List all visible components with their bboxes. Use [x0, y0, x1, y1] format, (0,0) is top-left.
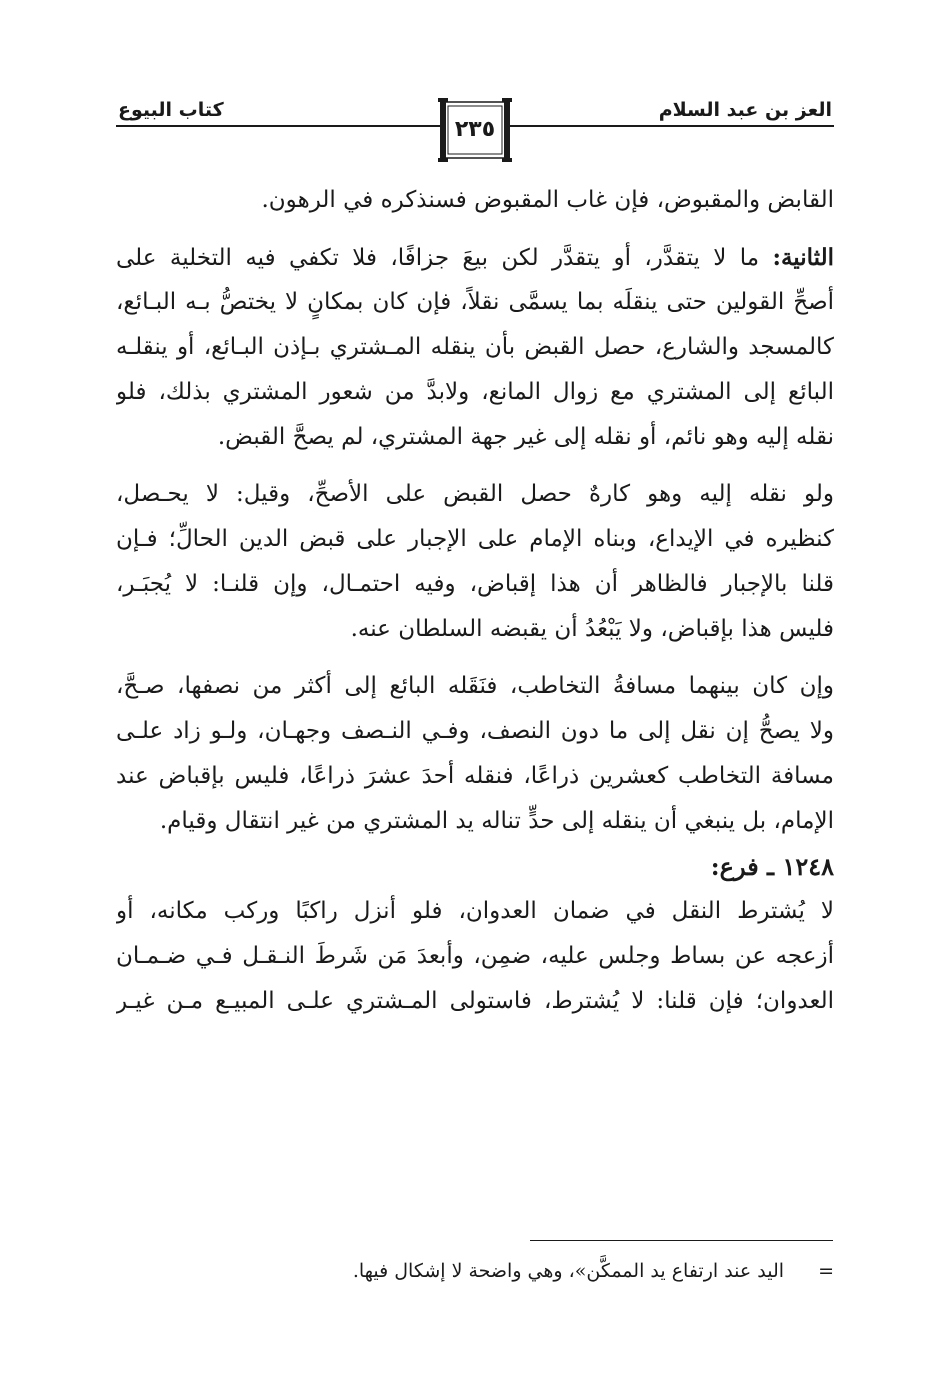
text-line: فليس هذا بإقباض، ولا يَبْعُدُ أن يقبضه السلطان عنه.: [350, 616, 834, 642]
footnote-continuation-marker: =: [818, 1260, 834, 1282]
text-line: وإن كان بينهما مسافةُ التخاطب، فنَقَله البائع إلى أكثر من نصفها، صـحَّ،: [116, 673, 834, 699]
page-number: ٢٣٥: [454, 117, 496, 142]
text-line: البائع إلى المشتري مع زوال المانع، ولابدَّ من شعور المشتري بذلك، فلو: [116, 379, 834, 405]
section-heading: ١٢٤٨ ـ فرع:: [710, 852, 834, 881]
text-line: ولا يصحُّ إن نقل إلى ما دون النصف، وفـي النـصف وجهـان، ولـو زاد علـى: [116, 718, 834, 744]
footnote: [250, 1258, 834, 1284]
text-line: القابض والمقبوض، فإن غاب المقبوض فسنذكره في الرهون.: [261, 187, 834, 213]
text-line: أزعجه عن بساط وجلس عليه، ضمِن، وأبعدَ مَن شَرطَ النـقـل فـي ضـمـان: [116, 943, 834, 969]
text-line: كالمسجد والشارع، حصل القبض بأن ينقله المـشتري بـإذن البـائع، أو ينقلـه: [116, 334, 834, 360]
text-line: قلنا بالإجبار فالظاهر أن هذا إقباض، وفيه احتمـال، وإن قلنـا: لا يُجبَـر،: [116, 571, 834, 597]
text-line: لا يُشترط النقل في ضمان العدوان، فلو أنزل راكبًا وركب مكانه، أو: [116, 898, 834, 924]
text-line: نقله إليه وهو نائم، أو نقله إلى غير جهة المشتري، لم يصحَّ القبض.: [217, 424, 834, 450]
running-header-book-title: كتاب البيوع: [118, 99, 224, 121]
text-line: ولو نقله إليه وهو كارهٌ حصل القبض على الأصحِّ، وقيل: لا يحـصل،: [116, 481, 834, 507]
header-rule-right: [508, 125, 834, 127]
text-line: الثانية: ما لا يتقدَّر، أو يتقدَّر لكن بيعَ جزافًا، فلا تكفي فيه التخلية على: [116, 244, 834, 271]
text-line: الإمام، بل ينبغي أن ينقله إلى حدٍّ تناله يد المشتري من غير انتقال وقيام.: [159, 808, 834, 834]
running-header-author: العز بن عبد السلام: [658, 99, 832, 121]
page-number-frame: [438, 98, 512, 162]
header-rule-left: [116, 125, 442, 127]
main-text: [116, 178, 834, 1024]
text-line: أصحِّ القولين حتى ينقلَه بما يسمَّى نقلاً، فإن كان بمكانٍ لا يختصُّ بـه البـائع،: [116, 289, 834, 315]
lead-word: الثانية:: [772, 244, 834, 271]
text-line: كنظيره في الإيداع، وبناه الإمام على الإجبار على قبض الدين الحالِّ؛ فـإن: [116, 526, 834, 552]
text-line: العدوان؛ فإن قلنا: لا يُشترط، فاستولى المـشتري علـى المبيـع مـن غيـر: [116, 988, 834, 1014]
footnote-text: اليد عند ارتفاع يد الممكَّن»، وهي واضحة لا إشكال فيها.: [352, 1260, 785, 1282]
text-line: مسافة التخاطب كعشرين ذراعًا، فنقله أحدَ عشرَ ذراعًا، فليس بإقباض عند: [116, 763, 834, 789]
footnote-rule: [530, 1240, 833, 1241]
